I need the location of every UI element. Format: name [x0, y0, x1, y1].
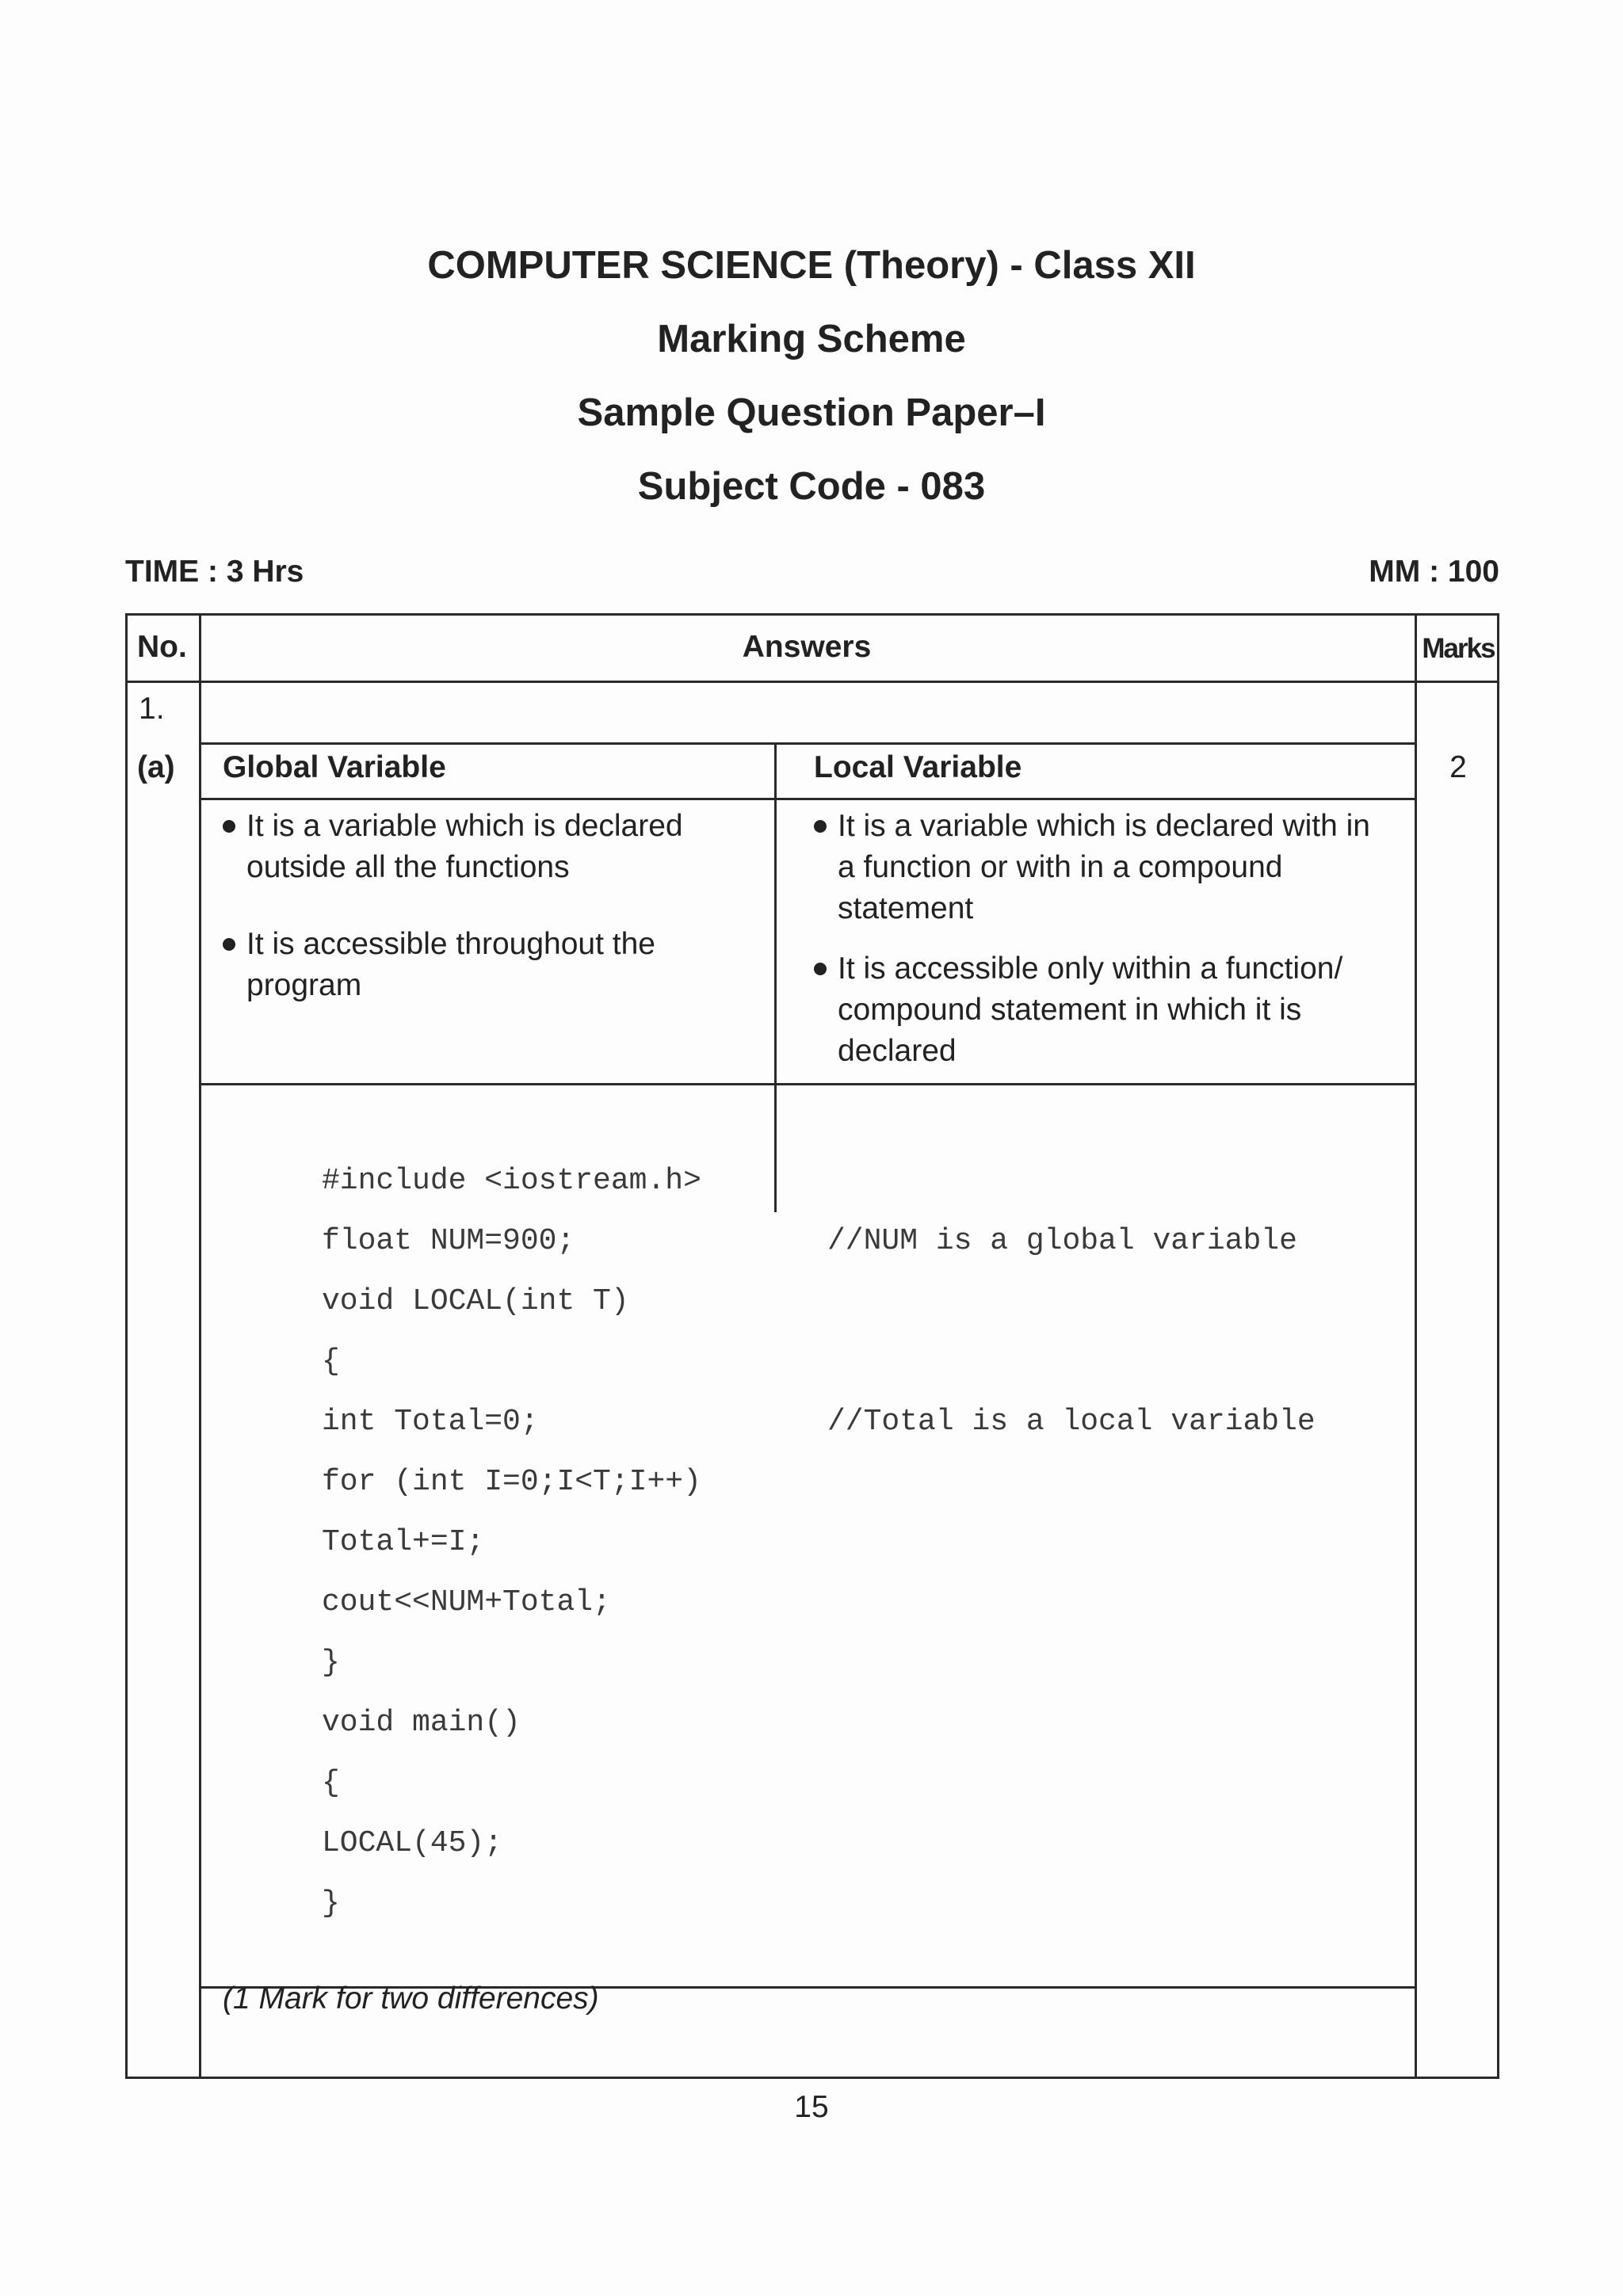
col-divider-marks — [1415, 616, 1417, 2077]
code-comment: //Total is a local variable — [827, 1405, 1316, 1439]
marks-value: 2 — [1449, 750, 1467, 784]
code-line — [322, 1814, 701, 1874]
local-variable-heading: Local Variable — [814, 750, 1022, 784]
list-item: It is a variable which is declared with in a function or with in a compound statement — [814, 806, 1392, 929]
list-item: It is accessible throughout the program — [223, 924, 754, 1006]
bullet-icon — [223, 938, 235, 951]
code-text: { — [322, 1344, 340, 1379]
compare-divider — [774, 742, 777, 1212]
col-header-answers: Answers — [742, 630, 872, 664]
code-text: } — [322, 1886, 340, 1920]
col-divider-no — [199, 616, 201, 2077]
code-line — [322, 1573, 701, 1633]
code-line — [322, 1211, 1297, 1272]
question-number: 1. — [139, 692, 165, 726]
code-text: LOCAL(45); — [322, 1826, 503, 1860]
list-item: It is a variable which is declared outside all the functions — [223, 806, 754, 888]
header-divider — [128, 681, 1497, 683]
code-line — [322, 1512, 701, 1573]
page-number: 15 — [794, 2090, 829, 2124]
marking-scheme-subtitle: Marking Scheme — [657, 318, 966, 360]
row-divider-2 — [199, 798, 1417, 800]
code-comment: //NUM is a global variable — [827, 1224, 1297, 1258]
bullet-icon — [223, 820, 235, 833]
global-variable-heading: Global Variable — [223, 750, 446, 784]
answer-table — [125, 613, 1499, 2079]
code-text: void main() — [322, 1706, 521, 1740]
sample-paper-subtitle: Sample Question Paper–I — [577, 391, 1046, 434]
code-line — [322, 1392, 1316, 1452]
code-line — [322, 1272, 701, 1332]
code-line — [322, 1151, 701, 1211]
bullet-icon — [814, 820, 827, 833]
code-text: void LOCAL(int T) — [322, 1284, 629, 1318]
code-block — [322, 1151, 1316, 1934]
code-line — [322, 1633, 701, 1693]
subject-code-subtitle: Subject Code - 083 — [637, 465, 986, 508]
col-header-marks: Marks — [1422, 633, 1495, 664]
sub-part-label: (a) — [137, 750, 175, 784]
bullet-icon — [814, 963, 827, 975]
code-text: { — [322, 1766, 340, 1800]
global-points — [223, 806, 754, 1025]
title-block — [0, 238, 1623, 532]
code-line — [322, 1693, 701, 1753]
code-text: } — [322, 1646, 340, 1680]
code-line — [322, 1332, 701, 1392]
code-text: int Total=0; — [322, 1405, 539, 1439]
max-marks-label: MM : 100 — [1369, 555, 1499, 589]
marking-note: (1 Mark for two differences) — [223, 1981, 599, 2016]
row-divider-1 — [199, 742, 1417, 745]
page-title: COMPUTER SCIENCE (Theory) - Class XII — [427, 244, 1196, 287]
code-text: cout<<NUM+Total; — [322, 1585, 611, 1619]
code-text: #include <iostream.h> — [322, 1164, 701, 1198]
code-text: float NUM=900; — [322, 1224, 575, 1258]
code-text: for (int I=0;I<T;I++) — [322, 1465, 701, 1499]
local-points — [814, 806, 1392, 1091]
col-header-no: No. — [137, 630, 187, 664]
list-item: It is accessible only within a function/ compound statement in which it is declared — [814, 948, 1392, 1072]
code-line — [322, 1753, 701, 1814]
time-label: TIME : 3 Hrs — [125, 555, 304, 589]
code-text: Total+=I; — [322, 1525, 485, 1559]
code-line — [322, 1452, 701, 1512]
code-line — [322, 1874, 701, 1934]
meta-row — [125, 555, 1499, 602]
